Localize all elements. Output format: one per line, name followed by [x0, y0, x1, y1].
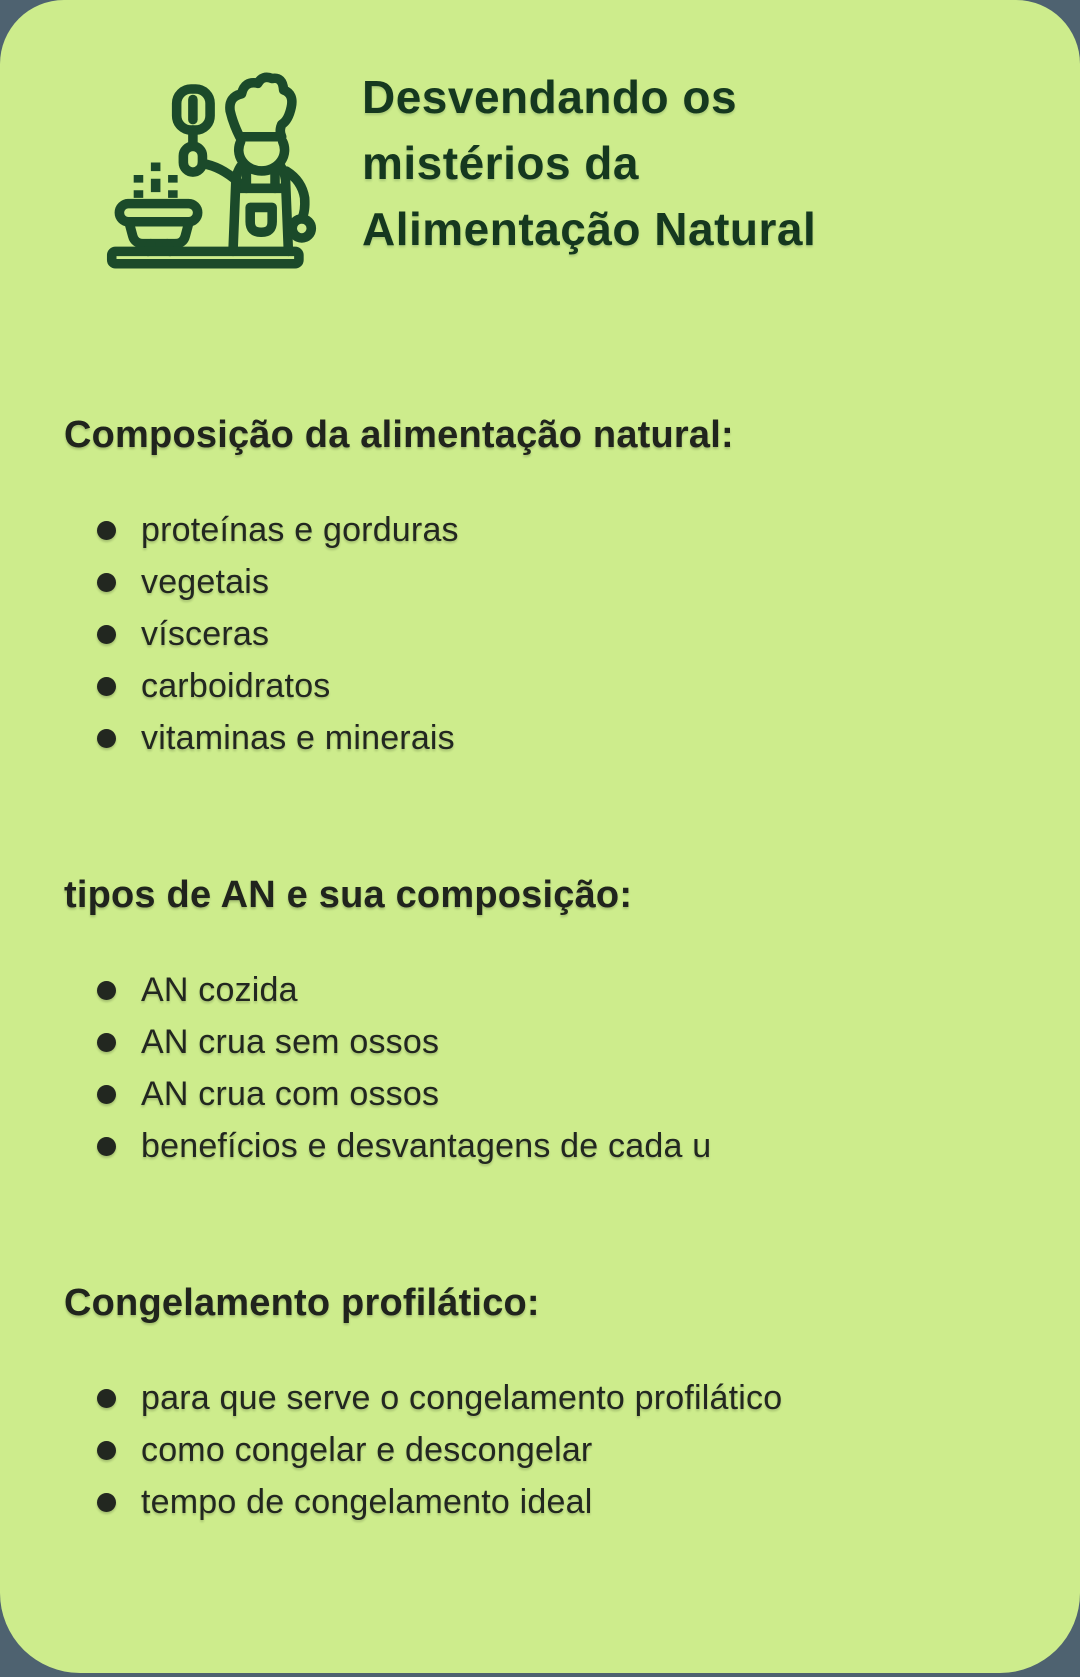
bullet-dot — [97, 1441, 116, 1460]
chef-cooking-icon — [106, 68, 318, 272]
bullet-dot — [97, 573, 116, 592]
list-item — [64, 964, 1040, 1016]
list-item — [64, 504, 1040, 556]
title-line: Alimentação Natural — [362, 203, 817, 255]
bullet-dot — [97, 1085, 116, 1104]
list-item — [64, 608, 1040, 660]
bullet-dot — [97, 729, 116, 748]
section-heading: Composição da alimentação natural: — [64, 414, 734, 456]
right-hand-mitten — [292, 219, 311, 238]
bullet-dot — [97, 981, 116, 1000]
bullet-dot — [97, 521, 116, 540]
left-hand-mitten — [183, 146, 202, 172]
list-item — [64, 1476, 1040, 1528]
apron-pocket — [250, 207, 272, 232]
steam-lines — [138, 163, 172, 198]
list-item-text: AN cozida — [141, 971, 298, 1009]
list-item-text: AN crua com ossos — [141, 1075, 440, 1113]
list-item-text: como congelar e descongelar — [141, 1431, 593, 1469]
table-base — [112, 251, 299, 263]
section-heading: tipos de AN e sua composição: — [64, 874, 633, 916]
page-title — [362, 64, 962, 262]
apron-left-side — [233, 166, 241, 251]
list-item — [64, 1120, 1040, 1172]
section-congelamento — [64, 1280, 1040, 1528]
bullet-list — [64, 504, 1040, 764]
bullet-dot — [97, 1033, 116, 1052]
list-item-text: proteínas e gorduras — [141, 511, 459, 549]
bullet-dot — [97, 677, 116, 696]
list-item — [64, 660, 1040, 712]
apron-right-side — [281, 166, 289, 251]
list-item-text: vitaminas e minerais — [141, 719, 455, 757]
title-line: mistérios da — [362, 137, 639, 189]
list-item-text: vegetais — [141, 563, 270, 601]
list-item — [64, 1424, 1040, 1476]
bullet-dot — [97, 625, 116, 644]
bullet-dot — [97, 1389, 116, 1408]
list-item-text: para que serve o congelamento profilático — [141, 1379, 783, 1417]
list-item-text: AN crua sem ossos — [141, 1023, 440, 1061]
bullet-dot — [97, 1493, 116, 1512]
section-heading: Congelamento profilático: — [64, 1282, 540, 1324]
list-item — [64, 1372, 1040, 1424]
list-item — [64, 1016, 1040, 1068]
list-item-text: carboidratos — [141, 667, 331, 705]
section-composicao — [64, 412, 1040, 764]
list-item-text: tempo de congelamento ideal — [141, 1483, 593, 1521]
list-item — [64, 556, 1040, 608]
bullet-list — [64, 1372, 1040, 1528]
title-line: Desvendando os — [362, 71, 738, 123]
list-item-text: benefícios e desvantagens de cada u — [141, 1127, 712, 1165]
list-item-text: vísceras — [141, 615, 270, 653]
bullet-dot — [97, 1137, 116, 1156]
section-tipos-de-an — [64, 872, 1040, 1172]
list-item — [64, 712, 1040, 764]
chef-hat — [230, 77, 292, 136]
bullet-list — [64, 964, 1040, 1172]
list-item — [64, 1068, 1040, 1120]
